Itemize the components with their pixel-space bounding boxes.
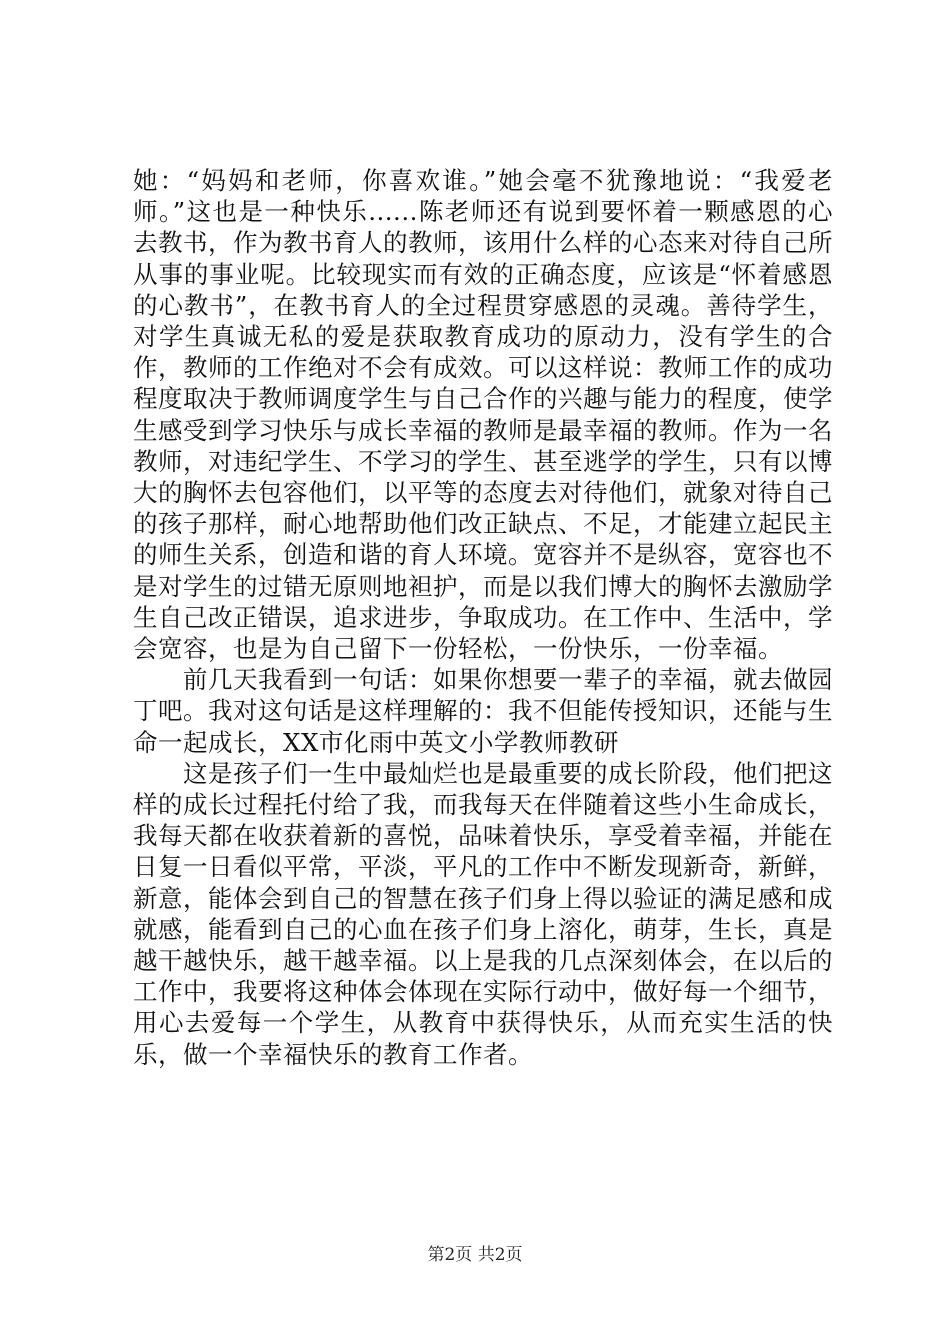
document-body — [133, 165, 833, 1070]
paragraph-2: 前几天我看到一句话：如果你想要一辈子的幸福，就去做园丁吧。我对这句话是这样理解的：我不但能传授知识，还能与生命一起成长，XX市化雨中英文小学教师教研 — [133, 665, 833, 757]
page-footer: 第2页 共2页 — [427, 1245, 523, 1265]
paragraph-1: 她：“妈妈和老师，你喜欢谁。”她会毫不犹豫地说：“我爱老师。”这也是一种快乐......陈老师还有说到要怀着一颗感恩的心去教书，作为教书育人的教师，该用什么样的心态来对待自己所从事的事业呢。比较现实而有效的正确态度，应该是“怀着感恩的心教书”，在教书育人的全过程贯穿感恩的灵魂。善待学生，对学生真诚无私的爱是获取教育成功的原动力，没有学生的合作，教师的工作绝对不会有成效。可以这样说：教师工作的成功程度取决于教师调度学生与自己合作的兴趣与能力的程度，使学生感受到学习快乐与成长幸福的教师是最幸福的教师。作为一名教师，对违纪学生、不学习的学生、甚至逃学的学生，只有以博大的胸怀去包容他们，以平等的态度去对待他们，就象对待自己的孩子那样，耐心地帮助他们改正缺点、不足，才能建立起民主的师生关系，创造和谐的育人环境。宽容并不是纵容，宽容也不是对学生的过错无原则地袒护，而是以我们博大的胸怀去激励学生自己改正错误，追求进步，争取成功。在工作中、生活中，学会宽容，也是为自己留下一份轻松，一份快乐，一份幸福。 — [133, 166, 833, 664]
paragraph-3: 这是孩子们一生中最灿烂也是最重要的成长阶段，他们把这样的成长过程托付给了我，而我每天在伴随着这些小生命成长，我每天都在收获着新的喜悦，品味着快乐，享受着幸福，并能在日复一日看似平常，平淡，平凡的工作中不断发现新奇，新鲜，新意，能体会到自己的智慧在孩子们身上得以验证的满足感和成就感，能看到自己的心血在孩子们身上溶化，萌芽，生长，真是越干越快乐，越干越幸福。以上是我的几点深刻体会，在以后的工作中，我要将这种体会体现在实际行动中，做好每一个细节，用心去爱每一个学生，从教育中获得快乐，从而充实生活的快乐，做一个幸福快乐的教育工作者。 — [133, 758, 833, 1069]
